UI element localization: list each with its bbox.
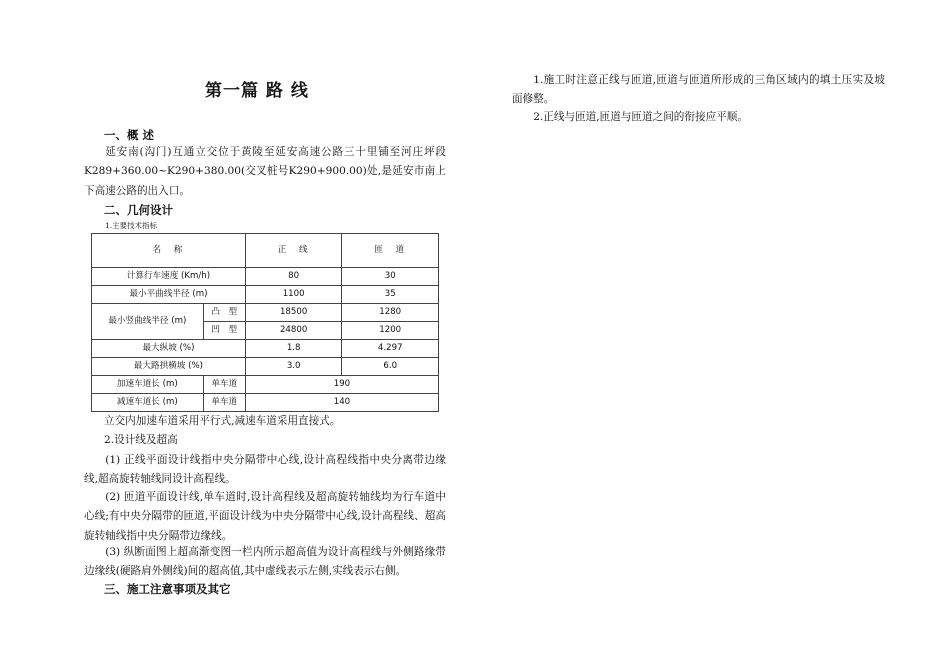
cell-ramp: 30 — [342, 268, 439, 286]
cell-name: 最小竖曲线半径 (m) — [92, 304, 204, 340]
cell-main: 1100 — [245, 286, 342, 304]
table-row — [92, 268, 439, 286]
overview-paragraph: 延安南(沟门)互通立交位于黄陵至延安高速公路三十里铺至河庄坪段K289+360.00~K290+380.00(交叉桩号K290+900.00)处,是延安市南上下高速公路的出入口。 — [84, 146, 446, 197]
cell-span: 190 — [245, 376, 438, 394]
subsection-title: 2.设计线及超高 — [104, 434, 178, 446]
construction-note-2: 2.正线与匝道,匝道与匝道之间的衔接应平顺。 — [533, 111, 748, 123]
design-item-3: (3) 纵断面图上超高渐变图一栏内所示超高值为设计高程线与外侧路缘带边缘线(硬路肩外侧线)间的超高值,其中虚线表示左侧,实线表示右侧。 — [84, 546, 446, 578]
cell-name: 减速车道长 (m) — [92, 394, 204, 412]
table-row — [92, 286, 439, 304]
page-title: 第一篇 路 线 — [205, 81, 309, 101]
construction-note-1: 1.施工时注意正线与匝道,匝道与匝道所形成的三角区域内的填土压实及坡面修整。 — [512, 74, 885, 106]
table-row — [92, 376, 439, 394]
header-ramp: 匝 道 — [342, 234, 439, 268]
cell-main: 3.0 — [245, 358, 342, 376]
cell-sub: 凹 型 — [203, 322, 245, 340]
cell-name: 最大纵坡 (%) — [92, 340, 246, 358]
cell-main: 80 — [245, 268, 342, 286]
section-heading-geometry: 二、几何设计 — [104, 203, 173, 217]
table-row — [92, 304, 439, 322]
table-caption: 1.主要技术指标 — [105, 221, 158, 230]
technical-indicators-table — [91, 233, 439, 412]
cell-span: 140 — [245, 394, 438, 412]
table-header-row — [92, 234, 439, 268]
cell-main: 1.8 — [245, 340, 342, 358]
cell-main: 18500 — [245, 304, 342, 322]
table-row — [92, 394, 439, 412]
cell-name: 计算行车速度 (Km/h) — [92, 268, 246, 286]
cell-sub: 单车道 — [203, 376, 245, 394]
section-heading-overview: 一、概 述 — [104, 128, 155, 142]
cell-main: 24800 — [245, 322, 342, 340]
cell-ramp: 35 — [342, 286, 439, 304]
header-main-line: 正 线 — [245, 234, 342, 268]
lane-type-note: 立交内加速车道采用平行式,减速车道采用直接式。 — [104, 415, 341, 427]
cell-ramp: 4.297 — [342, 340, 439, 358]
cell-ramp: 6.0 — [342, 358, 439, 376]
section-heading-construction: 三、施工注意事项及其它 — [104, 582, 231, 596]
cell-name: 最小平曲线半径 (m) — [92, 286, 246, 304]
design-item-2: (2) 匝道平面设计线,单车道时,设计高程线及超高旋转轴线均为行车道中心线;有中央分隔带的匝道,平面设计线为中央分隔带中心线,设计高程线、超高旋转轴线指中央分隔带边缘线。 — [84, 491, 446, 542]
cell-ramp: 1280 — [342, 304, 439, 322]
cell-ramp: 1200 — [342, 322, 439, 340]
table-row — [92, 358, 439, 376]
cell-sub: 单车道 — [203, 394, 245, 412]
design-item-1: (1) 正线平面设计线指中央分隔带中心线,设计高程线指中央分离带边缘线,超高旋转轴线同设计高程线。 — [84, 454, 446, 486]
header-name: 名 称 — [92, 234, 246, 268]
table-row — [92, 340, 439, 358]
cell-name: 最大路拱横坡 (%) — [92, 358, 246, 376]
cell-sub: 凸 型 — [203, 304, 245, 322]
cell-name: 加速车道长 (m) — [92, 376, 204, 394]
